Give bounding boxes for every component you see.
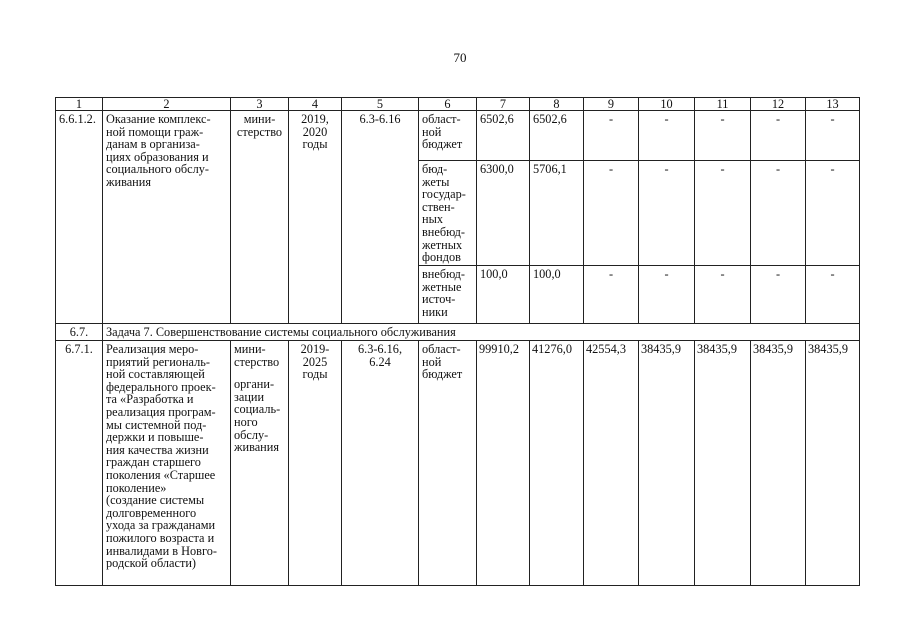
period: 2019, 2020 годы [289, 111, 342, 324]
funding-value: - [639, 111, 695, 161]
funding-value: - [584, 161, 639, 266]
header-cell: 4 [289, 98, 342, 111]
funding-value: - [695, 266, 751, 324]
funding-value: - [639, 266, 695, 324]
table-header-row [56, 98, 860, 111]
funding-value: 38435,9 [695, 341, 751, 586]
funding-value: 100,0 [530, 266, 584, 324]
budget-table [55, 97, 860, 586]
executor-ministry: мини- стерство [234, 342, 280, 369]
task-title: Задача 7. Совершенствование системы социального обслуживания [103, 324, 860, 341]
funding-value: 41276,0 [530, 341, 584, 586]
funding-total: 99910,2 [477, 341, 530, 586]
funding-value: 38435,9 [806, 341, 860, 586]
funding-source: област- ной бюджет [419, 341, 477, 586]
funding-value: - [751, 111, 806, 161]
table-row [56, 111, 860, 161]
measure-name: Оказание комплекс- ной помощи граж- данам в организа- циях образования и социального обслу- живания [103, 111, 231, 324]
funding-value: 5706,1 [530, 161, 584, 266]
executor: мини- стерство [231, 111, 289, 324]
funding-source: бюд- жеты государ- ствен- ных внебюд- жетных фондов [419, 161, 477, 266]
executor-organizations: органи- зации социаль- ного обслу- живания [234, 377, 281, 455]
header-cell: 2 [103, 98, 231, 111]
header-cell: 13 [806, 98, 860, 111]
funding-value: 38435,9 [751, 341, 806, 586]
row-number: 6.7.1. [56, 341, 103, 586]
funding-value: - [639, 161, 695, 266]
header-cell: 12 [751, 98, 806, 111]
measure-name: Реализация меро- приятий региональ- ной составляющей федерального проек- та «Разработка и реализация програм- мы системной под- держки и повыше- ния качества жизни граждан старшего поколения «Старшее поколение» (создание системы долговременного ухода за гражданами пожилого возраста и инвалидами в Новго- родской области) [103, 341, 231, 586]
header-cell: 11 [695, 98, 751, 111]
funding-value: 6502,6 [530, 111, 584, 161]
header-cell: 9 [584, 98, 639, 111]
header-cell: 1 [56, 98, 103, 111]
funding-value: - [584, 111, 639, 161]
header-cell: 3 [231, 98, 289, 111]
header-cell: 8 [530, 98, 584, 111]
task-number: 6.7. [56, 324, 103, 341]
funding-value: - [751, 161, 806, 266]
table-row [56, 341, 860, 586]
funding-total: 6300,0 [477, 161, 530, 266]
target-indicators: 6.3-6.16 [342, 111, 419, 324]
period: 2019- 2025 годы [289, 341, 342, 586]
funding-value: - [806, 266, 860, 324]
row-number: 6.6.1.2. [56, 111, 103, 324]
funding-value: - [695, 161, 751, 266]
page-number: 70 [453, 50, 467, 65]
header-cell: 7 [477, 98, 530, 111]
funding-total: 6502,6 [477, 111, 530, 161]
header-cell: 6 [419, 98, 477, 111]
funding-value: 42554,3 [584, 341, 639, 586]
header-cell: 5 [342, 98, 419, 111]
funding-value: - [695, 111, 751, 161]
funding-source: внебюд- жетные источ- ники [419, 266, 477, 324]
target-indicators: 6.3-6.16, 6.24 [342, 341, 419, 586]
funding-value: - [584, 266, 639, 324]
header-cell: 10 [639, 98, 695, 111]
executor [231, 341, 289, 586]
task-row [56, 324, 860, 341]
funding-value: - [806, 111, 860, 161]
funding-value: - [806, 161, 860, 266]
funding-source: област- ной бюджет [419, 111, 477, 161]
funding-total: 100,0 [477, 266, 530, 324]
funding-value: 38435,9 [639, 341, 695, 586]
funding-value: - [751, 266, 806, 324]
